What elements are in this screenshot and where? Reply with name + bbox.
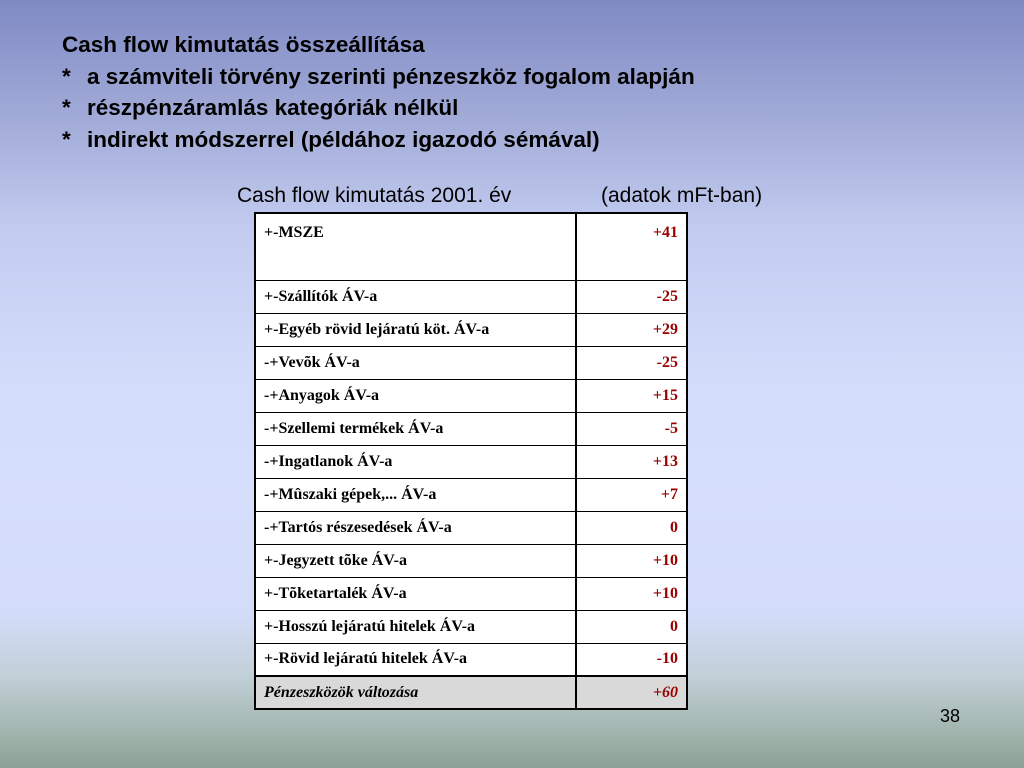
table-row <box>255 577 687 610</box>
row-value: -10 <box>576 643 687 676</box>
row-label: +-Rövid lejáratú hitelek ÁV-a <box>255 643 576 676</box>
row-value: -5 <box>576 412 687 445</box>
bullet-marker: * <box>62 63 71 89</box>
table-row <box>255 313 687 346</box>
total-label: Pénzeszközök változása <box>255 676 576 709</box>
row-label: +-Tõketartalék ÁV-a <box>255 577 576 610</box>
table-row <box>255 511 687 544</box>
heading-bullet-text: indirekt módszerrel (példához igazodó sémával) <box>87 126 600 152</box>
table-row <box>255 643 687 676</box>
row-label: -+Ingatlanok ÁV-a <box>255 445 576 478</box>
row-label: +-MSZE <box>255 213 576 280</box>
row-label: +-Hosszú lejáratú hitelek ÁV-a <box>255 610 576 643</box>
row-value: +10 <box>576 544 687 577</box>
table-row <box>255 280 687 313</box>
table-row <box>255 610 687 643</box>
row-value: +41 <box>576 213 687 280</box>
total-row <box>255 676 687 709</box>
row-value: 0 <box>576 610 687 643</box>
table-caption: Cash flow kimutatás 2001. év <box>237 184 512 207</box>
row-value: +7 <box>576 478 687 511</box>
cash-flow-table <box>254 212 688 710</box>
heading-bullet <box>62 124 962 156</box>
table-row <box>255 412 687 445</box>
heading-bullet-text: a számviteli törvény szerinti pénzeszköz fogalom alapján <box>87 63 695 89</box>
row-value: +13 <box>576 445 687 478</box>
bullet-marker: * <box>62 95 71 120</box>
heading-bullet <box>62 61 962 93</box>
table-row <box>255 346 687 379</box>
row-value: +10 <box>576 577 687 610</box>
row-label: +-Jegyzett tõke ÁV-a <box>255 544 576 577</box>
row-value: +15 <box>576 379 687 412</box>
slide-title: Cash flow kimutatás összeállítása <box>62 32 425 57</box>
heading-bullet-text: részpénzáramlás kategóriák nélkül <box>87 95 459 120</box>
row-value: +29 <box>576 313 687 346</box>
bullet-marker: * <box>62 126 71 152</box>
table-unit-note: (adatok mFt-ban) <box>601 184 763 207</box>
page-number: 38 <box>940 706 961 726</box>
row-label: -+Tartós részesedések ÁV-a <box>255 511 576 544</box>
row-label: +-Egyéb rövid lejáratú köt. ÁV-a <box>255 313 576 346</box>
table-row <box>255 379 687 412</box>
row-value: -25 <box>576 280 687 313</box>
table-row <box>255 213 687 280</box>
row-label: -+Vevõk ÁV-a <box>255 346 576 379</box>
row-value: 0 <box>576 511 687 544</box>
table-row <box>255 445 687 478</box>
row-value: -25 <box>576 346 687 379</box>
row-label: -+Szellemi termékek ÁV-a <box>255 412 576 445</box>
row-label: +-Szállítók ÁV-a <box>255 280 576 313</box>
row-label: -+Anyagok ÁV-a <box>255 379 576 412</box>
row-label: -+Mûszaki gépek,... ÁV-a <box>255 478 576 511</box>
table-row <box>255 544 687 577</box>
slide-heading <box>62 29 962 155</box>
heading-bullet <box>62 92 962 124</box>
table-row <box>255 478 687 511</box>
total-value: +60 <box>576 676 687 709</box>
